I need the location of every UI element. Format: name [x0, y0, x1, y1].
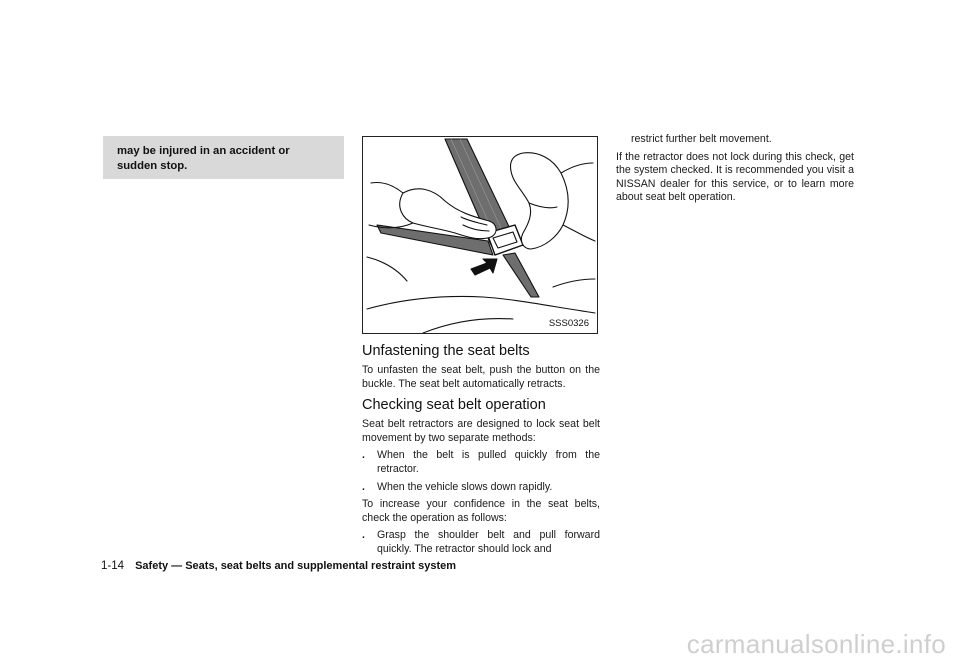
right-column	[616, 133, 854, 205]
heading-checking: Checking seat belt operation	[362, 397, 546, 414]
closing-paragraph: If the retractor does not lock during this check, get the system checked. It is recommended you visit a NISSAN dealer for this service, or to learn more about seat belt operation.	[616, 150, 854, 204]
page-number: 1-14	[101, 560, 125, 572]
list-item: . When the vehicle slows down rapidly.	[362, 480, 553, 493]
seat-belt-buckle-drawing	[363, 137, 597, 333]
warning-text: may be injured in an accident or sudden stop.	[117, 145, 290, 172]
heading-unfastening: Unfastening the seat belts	[362, 343, 530, 359]
step-list	[362, 529, 600, 556]
bullet-glyph: .	[362, 449, 365, 462]
site-watermark: carmanualsonline.info	[686, 629, 946, 659]
check-intro: To increase your confidence in the seat belts, check the operation as follows:	[362, 498, 600, 524]
push-arrow	[471, 259, 497, 275]
method-list	[362, 449, 600, 494]
seat-belt-illustration	[362, 136, 598, 334]
checking-intro: Seat belt retractors are designed to lock seat belt movement by two separate methods:	[362, 418, 600, 444]
list-item: . When the belt is pulled quickly from the retractor.	[362, 449, 600, 475]
footer-section-title: Safety — Seats, seat belts and supplemental restraint system	[135, 560, 457, 572]
figure-code: SSS0326	[548, 318, 589, 329]
unfastening-body: To unfasten the seat belt, push the button on the buckle. The seat belt automatically retracts.	[362, 364, 600, 390]
step-continued: restrict further belt movement.	[631, 133, 772, 145]
middle-column	[362, 343, 600, 561]
bullet-glyph: .	[362, 480, 365, 493]
bullet-glyph: .	[362, 529, 365, 542]
list-item: . Grasp the shoulder belt and pull forward quickly. The retractor should lock and	[362, 529, 600, 555]
page-footer	[101, 560, 456, 572]
warning-box	[103, 136, 344, 179]
